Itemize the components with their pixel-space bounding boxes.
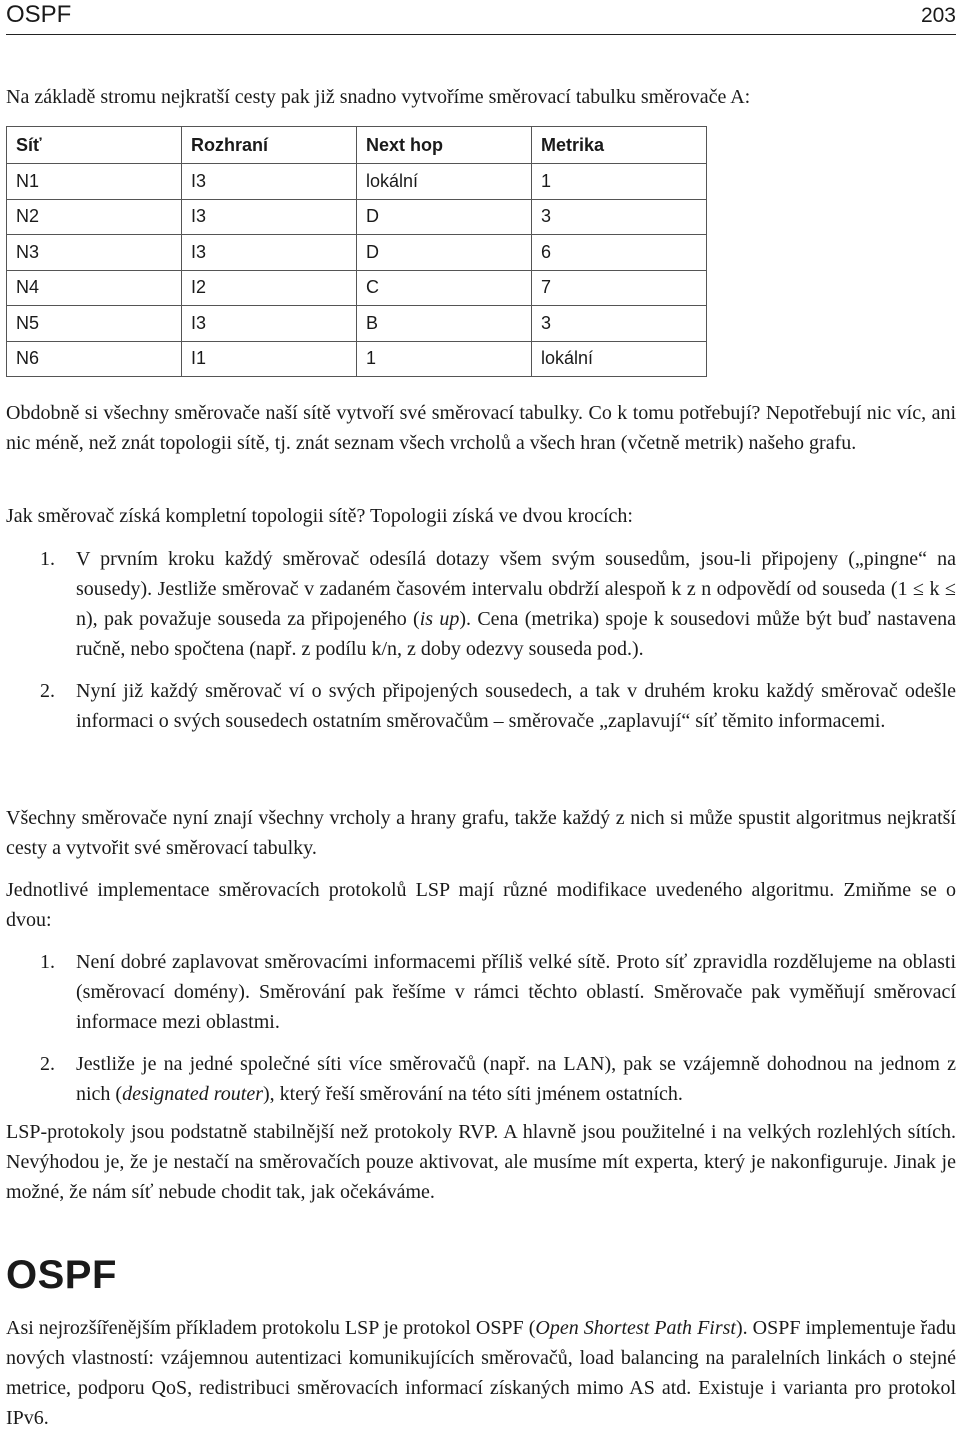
col-header-interface: Rozhraní (182, 127, 357, 164)
table-cell: I3 (182, 164, 357, 200)
col-header-metric: Metrika (532, 127, 707, 164)
ospf-italic: Open Shortest Path First (535, 1317, 736, 1339)
list-text-after: ), který řeší směrování na této síti jménem ostatních. (263, 1083, 683, 1105)
table-row (7, 235, 707, 271)
paragraph-question: Jak směrovač získá kompletní topologii sítě? Topologii získá ve dvou krocích: (6, 505, 633, 527)
list-text: Není dobré zaplavovat směrovacími informacemi příliš velké sítě. Proto síť zpravidla rozdělujeme na oblasti (směrovací domény). Směrování pak řešíme v rámci těchto oblastí. Směrovače pak vyměňují směrovací informace mezi oblastmi. (76, 951, 956, 1033)
paragraph-ospf (6, 1313, 956, 1433)
paragraph-implementations: Jednotlivé implementace směrovacích protokolů LSP mají různé modifikace uvedeného algoritmu. Zmiňme se o dvou: (6, 879, 956, 931)
list-item (6, 1049, 956, 1109)
table-cell: N5 (7, 306, 182, 342)
table-cell: 1 (357, 341, 532, 377)
list-number: 1. (40, 951, 55, 973)
table-cell: D (357, 235, 532, 271)
running-title: OSPF (6, 1, 72, 28)
table-cell: N3 (7, 235, 182, 271)
list-italic: designated router (122, 1083, 264, 1105)
list-number: 2. (40, 1053, 55, 1075)
table-row (7, 199, 707, 235)
table-cell: B (357, 306, 532, 342)
table-cell: N4 (7, 270, 182, 306)
table-cell: 7 (532, 270, 707, 306)
list-italic: is up (419, 608, 460, 630)
list-item (6, 544, 956, 664)
modifications-list (6, 947, 956, 1109)
table-row (7, 341, 707, 377)
section-heading: OSPF (6, 1253, 117, 1297)
steps-list (6, 544, 956, 736)
table-cell: lokální (357, 164, 532, 200)
page-number: 203 (920, 4, 956, 27)
table-cell: I3 (182, 199, 357, 235)
table-row (7, 164, 707, 200)
list-item (6, 676, 956, 736)
table-row (7, 270, 707, 306)
table-cell: I2 (182, 270, 357, 306)
table-cell: I3 (182, 235, 357, 271)
list-number: 1. (40, 548, 55, 570)
table-cell: N6 (7, 341, 182, 377)
paragraph-algorithm: Všechny směrovače nyní znají všechny vrcholy a hrany grafu, takže každý z nich si může spustit algoritmus nejkratší cesty a vytvořit své směrovací tabulky. (6, 807, 956, 859)
table-cell: 6 (532, 235, 707, 271)
table-header-row (7, 127, 707, 164)
list-text: V prvním kroku každý směrovač odesílá dotazy všem svým sousedům, jsou-li připojeny („pingne“ na sousedy). Jestliže směrovač v zadaném časovém intervalu obdrží alespoň k z n odpovědí od souseda (1 ≤ k ≤ n), pak považuje souseda za připojeného ( (76, 548, 956, 630)
intro-paragraph: Na základě stromu nejkratší cesty pak již snadno vytvoříme směrovací tabulku směrovače A: (6, 86, 751, 108)
table-cell: 3 (532, 199, 707, 235)
col-header-next-hop: Next hop (357, 127, 532, 164)
table-cell: 3 (532, 306, 707, 342)
table-cell: I1 (182, 341, 357, 377)
table-cell: N2 (7, 199, 182, 235)
table-cell: lokální (532, 341, 707, 377)
col-header-network: Síť (7, 127, 182, 164)
routing-table (6, 126, 707, 377)
table-row (7, 306, 707, 342)
table-cell: N1 (7, 164, 182, 200)
table-cell: 1 (532, 164, 707, 200)
list-number: 2. (40, 680, 55, 702)
paragraph-topology: Obdobně si všechny směrovače naší sítě vytvoří své směrovací tabulky. Co k tomu potřebují? Nepotřebují nic víc, ani nic méně, než znát topologii sítě, tj. znát seznam všech vrcholů a všech hran (včetně metrik) našeho grafu. (6, 402, 956, 454)
table-cell: D (357, 199, 532, 235)
list-text-after: ). Cena (metrika) spoje k sousedovi může být buď nastavena ručně, nebo spočtena (např. z podílu k/n, z doby odezvy souseda pod.). (76, 608, 956, 660)
paragraph-lsp: LSP-protokoly jsou podstatně stabilnější než protokoly RVP. A hlavně jsou použitelné i na velkých rozlehlých sítích. Nevýhodou je, že je nestačí na směrovačích pouze aktivovat, ale musíme mít experta, který je nakonfiguruje. Jinak je možné, že nám síť nebude chodit tak, jak očekáváme. (6, 1121, 956, 1203)
table-cell: C (357, 270, 532, 306)
list-item (6, 947, 956, 1037)
ospf-text-after: ). OSPF implementuje řadu nových vlastností: vzájemnou autentizaci komunikujících směrovačů, load balancing na paralelních linkách o stejné metrice, podporu QoS, redistribuci směrovacích informací získaných mimo AS atd. Existuje i varianta pro protokol IPv6. (6, 1317, 957, 1429)
ospf-text: Asi nejrozšířenějším příkladem protokolu LSP je protokol OSPF ( (6, 1317, 536, 1339)
list-text: Nyní již každý směrovač ví o svých připojených sousedech, a tak v druhém kroku každý směrovač odešle informaci o svých sousedech ostatním směrovačům – směrovače „zaplavují“ síť těmito informacemi. (76, 680, 956, 732)
table-cell: I3 (182, 306, 357, 342)
list-text: Jestliže je na jedné společné síti více směrovačů (např. na LAN), pak se vzájemně dohodnou na jednom z nich ( (76, 1053, 956, 1105)
page-header (6, 0, 956, 35)
